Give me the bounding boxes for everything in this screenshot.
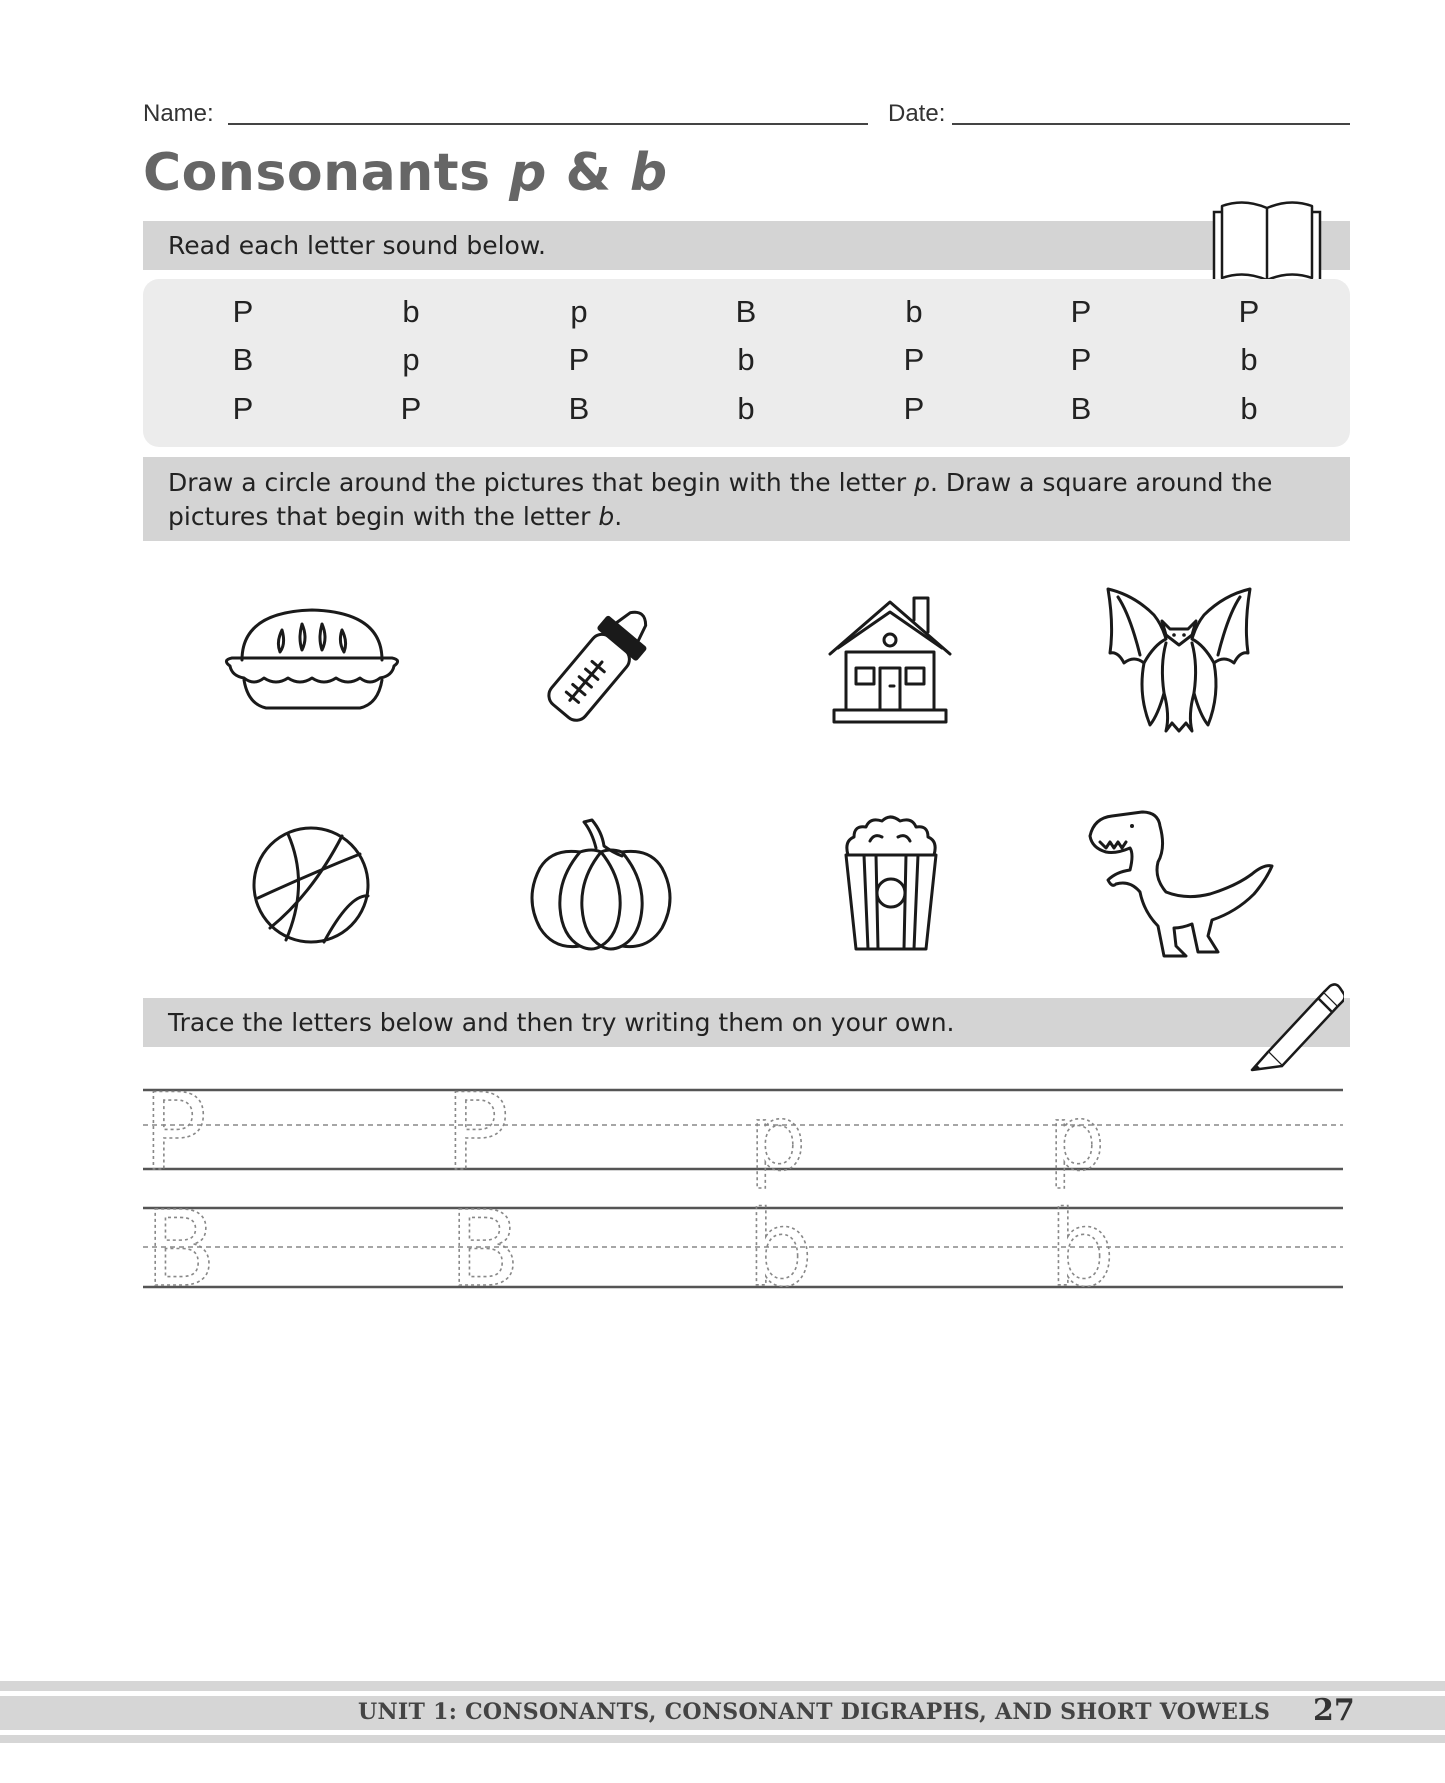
instruction-trace: Trace the letters below and then try writing them on your own.: [168, 1008, 955, 1037]
pencil-icon: [1246, 978, 1344, 1072]
letter-cell: b: [905, 294, 923, 329]
page-title: Consonants p & b: [143, 143, 668, 203]
letter-cell: b: [1240, 391, 1258, 426]
name-label: Name:: [143, 100, 214, 127]
page-number: 27: [1313, 1693, 1355, 1728]
dinosaur-icon[interactable]: [1086, 808, 1274, 964]
letter-cell: P: [1238, 294, 1260, 329]
trace-letter: p: [749, 1086, 807, 1191]
letter-cell: p: [570, 294, 588, 329]
popcorn-icon[interactable]: [842, 815, 940, 953]
letter-cell: P: [903, 391, 925, 426]
trace-letter: p: [1048, 1086, 1106, 1191]
letter-cell: b: [737, 342, 755, 377]
instruction-read: Read each letter sound below.: [168, 231, 546, 260]
footer-stripe-top: [0, 1681, 1445, 1691]
pie-icon[interactable]: [220, 604, 405, 716]
date-label: Date:: [888, 100, 946, 127]
trace-letter: b: [1049, 1188, 1116, 1295]
date-field[interactable]: [952, 123, 1350, 125]
letter-cell: P: [232, 391, 254, 426]
letter-cell: P: [903, 342, 925, 377]
name-field[interactable]: [228, 123, 868, 125]
letter-cell: b: [402, 294, 420, 329]
trace-letter: B: [449, 1188, 521, 1295]
footer-stripe-bottom: [0, 1735, 1445, 1743]
bottle-icon[interactable]: [530, 592, 675, 732]
book-icon: [1212, 200, 1322, 288]
trace-letter: P: [445, 1080, 509, 1194]
letter-cell: P: [400, 391, 422, 426]
tracing-area[interactable]: [143, 1080, 1350, 1295]
trace-letter: P: [143, 1080, 207, 1194]
instruction-circle: Draw a circle around the pictures that begin with the letter p. Draw a square around the pictures that begin with the letter b.: [168, 468, 1273, 531]
letter-cell: P: [232, 294, 254, 329]
trace-letter: b: [747, 1188, 814, 1295]
letter-cell: B: [232, 342, 254, 377]
trace-letter: B: [145, 1188, 217, 1295]
letter-cell: P: [1070, 294, 1092, 329]
letter-cell: p: [402, 342, 420, 377]
letter-cell: b: [737, 391, 755, 426]
ball-icon[interactable]: [250, 824, 372, 946]
house-icon[interactable]: [826, 594, 954, 726]
pumpkin-icon[interactable]: [522, 818, 680, 952]
letter-cell: P: [1070, 342, 1092, 377]
letter-cell: B: [735, 294, 757, 329]
letter-cell: B: [1070, 391, 1092, 426]
footer-unit-title: UNIT 1: CONSONANTS, CONSONANT DIGRAPHS, AND SHORT VOWELS: [358, 1699, 1271, 1725]
bat-icon[interactable]: [1104, 585, 1254, 735]
letter-cell: B: [568, 391, 590, 426]
letter-cell: b: [1240, 342, 1258, 377]
letter-cell: P: [568, 342, 590, 377]
